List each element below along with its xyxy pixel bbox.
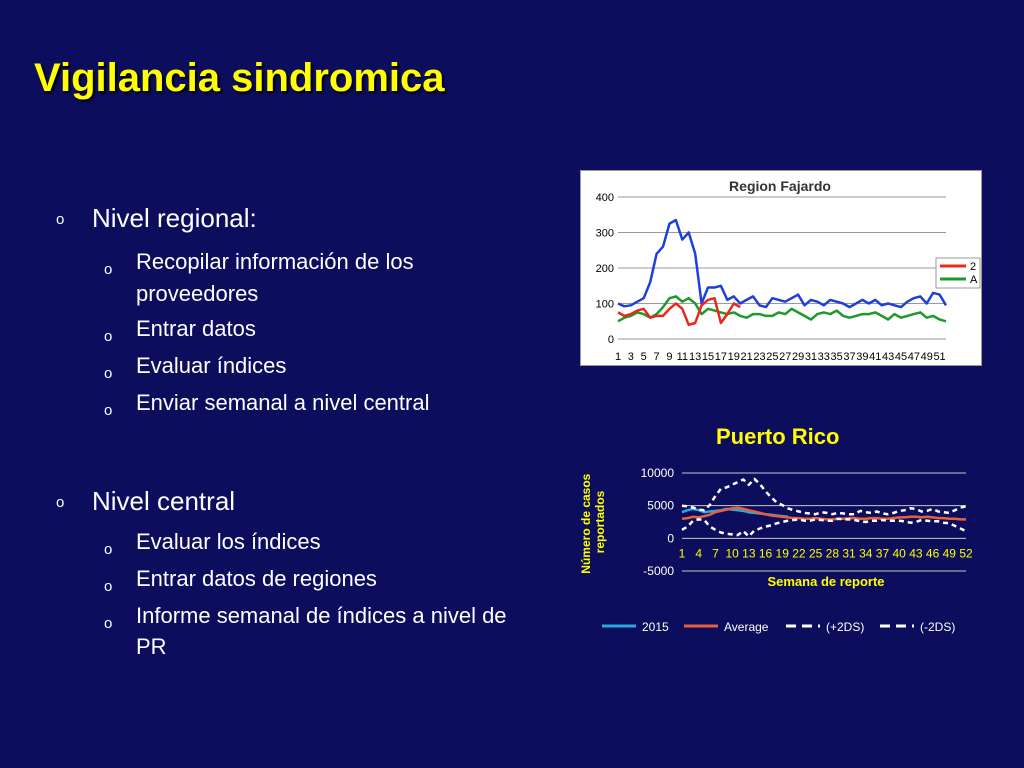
y-tick-label: 300: [595, 227, 614, 240]
legend-label: (-2DS): [920, 620, 956, 634]
x-tick-label: 47: [907, 351, 920, 363]
x-tick-label: 15: [701, 351, 715, 363]
x-tick-label: 19: [727, 351, 740, 363]
x-tick-label: 19: [775, 546, 789, 561]
bullet-marker: o: [104, 402, 113, 419]
x-tick-label: 7: [712, 546, 719, 561]
legend-label: 2: [970, 261, 977, 273]
x-tick-label: 35: [830, 351, 843, 363]
bullet-text: Nivel central: [92, 486, 236, 516]
x-tick-label: 13: [689, 351, 702, 363]
x-tick-label: 31: [842, 546, 856, 561]
x-tick-label: 49: [942, 546, 956, 561]
legend-label: 2015: [642, 620, 669, 634]
x-tick-label: 9: [666, 351, 673, 363]
x-tick-label: 16: [758, 546, 773, 561]
y-tick-label: -5000: [643, 564, 674, 578]
chart-title: Region Fajardo: [729, 178, 831, 194]
x-tick-label: 23: [753, 351, 766, 363]
bullet-text: Evaluar los índices: [136, 529, 321, 554]
bullet-marker: o: [104, 578, 113, 595]
x-tick-label: 33: [817, 351, 830, 363]
bullet-text: Enviar semanal a nivel central: [136, 390, 430, 415]
bullet-marker: o: [104, 328, 113, 345]
x-tick-label: 1: [678, 546, 686, 561]
bullet-marker: o: [104, 261, 113, 278]
x-tick-label: 22: [792, 546, 806, 561]
y-axis-label-line: Número de casos: [579, 473, 593, 574]
legend-label: A: [970, 274, 978, 286]
x-tick-label: 31: [804, 351, 818, 363]
x-tick-label: 46: [925, 546, 940, 561]
bullet-text: Recopilar información de los: [136, 249, 414, 274]
series-line-2ds: [682, 519, 966, 537]
x-tick-label: 43: [881, 351, 895, 363]
bullet-text: PR: [136, 634, 167, 659]
x-tick-label: 4: [695, 546, 703, 561]
bullet-marker: o: [56, 494, 65, 511]
x-axis-label: Semana de reporte: [767, 574, 885, 589]
y-tick-label: 100: [595, 298, 614, 311]
x-tick-label: 37: [843, 351, 856, 363]
bullet-text: proveedores: [136, 281, 259, 306]
x-tick-label: 21: [740, 351, 753, 363]
y-axis-label-line: reportados: [593, 490, 607, 554]
y-tick-label: 200: [595, 263, 614, 275]
x-tick-label: 1: [614, 351, 622, 363]
x-tick-label: 51: [933, 351, 946, 363]
y-tick-label: 0: [667, 531, 674, 546]
x-tick-label: 43: [909, 546, 923, 561]
y-tick-label: 10000: [640, 466, 674, 480]
chart-title-puerto-rico: Puerto Rico: [716, 424, 840, 449]
bullet-marker: o: [104, 541, 113, 558]
x-tick-label: 25: [766, 351, 779, 363]
x-tick-label: 52: [959, 546, 973, 561]
bullet-text: Nivel regional:: [92, 203, 257, 233]
x-tick-label: 37: [875, 546, 890, 561]
x-tick-label: 40: [892, 546, 906, 561]
x-tick-label: 29: [791, 351, 805, 363]
x-tick-label: 39: [856, 351, 869, 363]
bullet-marker: o: [104, 615, 113, 632]
bullet-text: Entrar datos de regiones: [136, 566, 377, 591]
x-tick-label: 7: [653, 351, 660, 363]
x-tick-label: 3: [627, 351, 634, 363]
bullet-marker: o: [56, 211, 65, 228]
x-tick-label: 10: [725, 546, 739, 561]
bullet-marker: o: [104, 365, 113, 382]
x-tick-label: 49: [920, 351, 933, 363]
x-tick-label: 34: [859, 546, 873, 561]
x-tick-label: 41: [869, 351, 882, 363]
x-tick-label: 11: [676, 351, 689, 363]
x-tick-label: 25: [808, 546, 823, 561]
legend-label: Average: [724, 620, 769, 634]
bullet-text: Entrar datos: [136, 316, 256, 341]
legend-label: (+2DS): [826, 620, 865, 634]
bullet-text: Informe semanal de índices a nivel de: [136, 603, 507, 628]
y-axis-label: [579, 470, 607, 573]
x-tick-label: 5: [640, 351, 647, 363]
x-tick-label: 28: [825, 546, 840, 561]
y-tick-label: 400: [595, 192, 614, 204]
x-tick-label: 45: [894, 351, 908, 363]
y-tick-label: 5000: [647, 498, 674, 513]
slide-title: Vigilancia sindromica: [34, 56, 445, 100]
bullet-text: Evaluar índices: [136, 353, 287, 378]
x-tick-label: 13: [742, 546, 756, 561]
x-tick-label: 17: [714, 351, 728, 363]
x-tick-label: 27: [779, 351, 792, 363]
y-tick-label: 0: [607, 334, 614, 346]
